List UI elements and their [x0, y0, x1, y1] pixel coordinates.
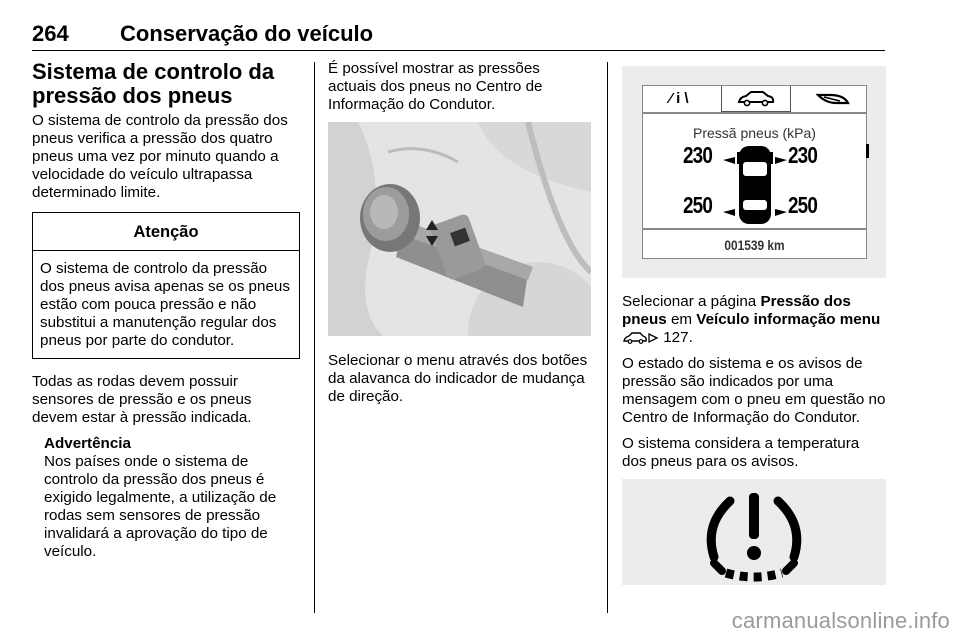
connector-text: em: [666, 311, 697, 328]
dic-tab-vehicle: [721, 86, 791, 112]
turn-signal-stalk-illustration: [328, 122, 591, 336]
dic-title: Pressã pneus (kPa): [693, 125, 816, 141]
eco-icon: [816, 91, 850, 107]
select-menu-paragraph: Selecionar o menu através dos botões da alavanca do indicador de mudança de direção.: [328, 352, 588, 405]
attention-body: O sistema de controlo da pressão dos pneus avisa apenas se os pneus estão com pouca pressão e não substitui a manutenção regular dos pneus por parte do condutor.: [40, 260, 290, 349]
column-3: [622, 60, 886, 585]
page-reference-icon: [648, 332, 659, 344]
driver-information-centre-illustration: [622, 66, 886, 278]
column-2: [328, 60, 591, 414]
select-page-text: Selecionar a página: [622, 293, 761, 310]
rear-right-pressure: 250: [788, 192, 818, 218]
column-1: [32, 60, 300, 561]
car-top-view-icon: [711, 144, 799, 226]
page-header: [32, 12, 885, 51]
attention-title: Atenção: [33, 213, 299, 251]
select-page-paragraph: [622, 293, 886, 347]
status-paragraph: O estado do sistema e os avisos de pressão são indicados por uma mensagem com o pneu em questão no Centro de Informação do Condutor.: [622, 355, 886, 426]
odometer-reading: 001539 km: [724, 237, 785, 253]
page-title: Conservação do veículo: [120, 21, 374, 46]
page-number: 264: [32, 21, 69, 46]
warning-block: [32, 435, 300, 561]
car-icon: [736, 90, 776, 108]
dic-menu-bar: [643, 86, 866, 112]
scroll-indicator: [866, 144, 869, 158]
tpms-warning-symbol-illustration: [622, 479, 886, 585]
temperature-paragraph: O sistema considera a temperatura dos pneus para os avisos.: [622, 435, 860, 470]
warning-title: Advertência: [44, 435, 131, 452]
rear-left-pressure: 250: [683, 192, 713, 218]
dic-separator: [643, 112, 866, 114]
dic-tab-info: ⁄ i \: [669, 90, 689, 107]
column-divider: [314, 62, 315, 613]
watermark: carmanualsonline.info: [731, 608, 950, 633]
wheels-paragraph: Todas as rodas devem possuir sensores de pressão e os pneus devem estar à pressão indicada.: [32, 373, 252, 426]
stalk-drawing: [328, 122, 591, 336]
vehicle-menu-icon: [622, 332, 648, 344]
attention-box: [32, 212, 300, 359]
warning-body: Nos países onde o sistema de controlo da pressão dos pneus é exigido legalmente, a utilização de rodas sem sensores de pressão invalidará a aprovação do tipo de veículo.: [44, 453, 277, 560]
menu-name: Veículo informação menu: [696, 311, 881, 328]
dic-tab-eco: [808, 86, 858, 112]
intro-paragraph: O sistema de controlo da pressão dos pneus verifica a pressão dos quatro pneus uma vez por minuto quando a velocidade do veículo ultrapassa determinado limite.: [32, 112, 288, 201]
dic-paragraph: É possível mostrar as pressões actuais dos pneus no Centro de Informação do Condutor.: [328, 60, 543, 113]
tire-pressure-warning-icon: [622, 479, 886, 585]
page-name: Pressão dos pneus: [622, 293, 851, 328]
dic-screen: [642, 85, 867, 259]
front-left-pressure: 230: [683, 142, 713, 168]
page-reference: 127.: [663, 329, 693, 346]
front-right-pressure: 230: [788, 142, 818, 168]
section-heading: Sistema de controlo da pressão dos pneus: [32, 59, 275, 108]
dic-separator: [643, 228, 866, 230]
column-divider: [607, 62, 608, 613]
